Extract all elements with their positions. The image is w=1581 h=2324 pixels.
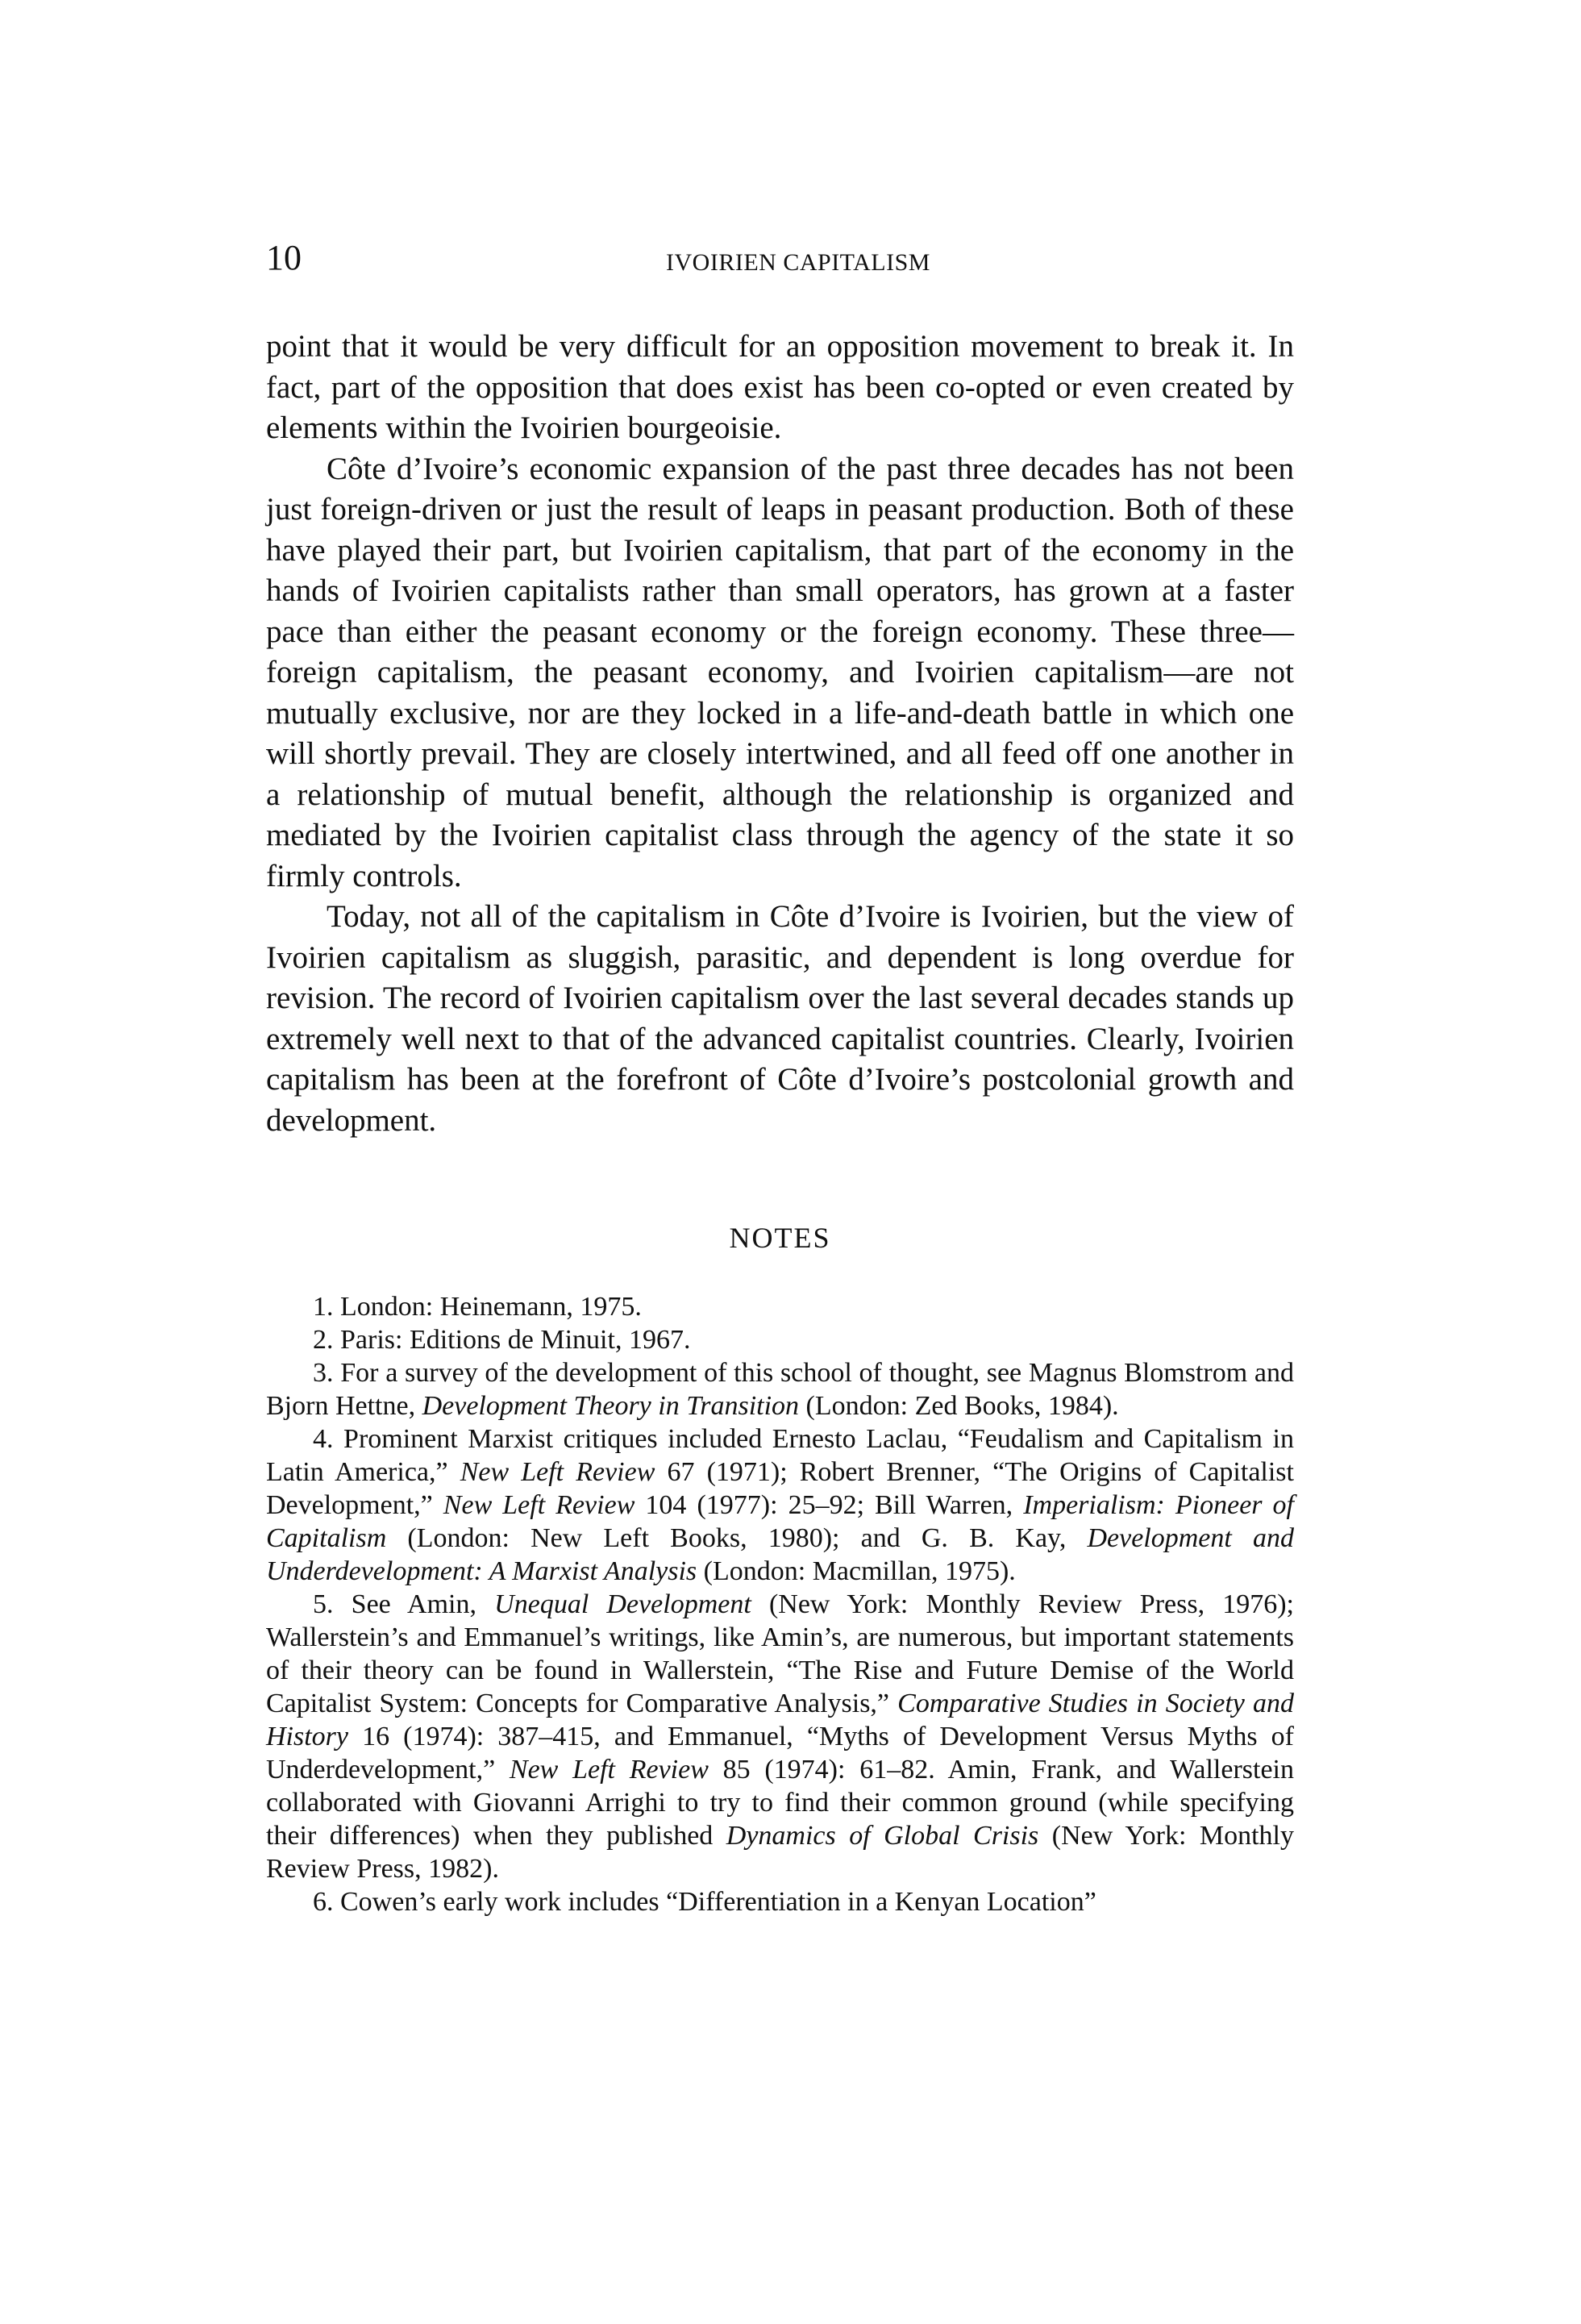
body-text	[266, 327, 1294, 1141]
note-number: 4.	[313, 1424, 344, 1454]
note-title-italic: Imperialism: Pioneer of Capitalism	[266, 1490, 1295, 1553]
running-title: IVOIRIEN CAPITALISM	[666, 249, 930, 276]
note-title-italic: Development and Underdevelopment: A Marxist Analysis	[266, 1523, 1294, 1586]
note-title-italic: Comparative Studies in Society and History	[266, 1689, 1294, 1751]
note-text: Cowen’s early work includes “Differentiation in a Kenyan Location”	[340, 1887, 1096, 1917]
note-number: 6.	[313, 1887, 340, 1917]
note-text: (London: Macmillan, 1975).	[697, 1556, 1016, 1586]
note-text: (New York: Monthly Review Press, 1982).	[266, 1821, 1295, 1884]
body-paragraph: point that it would be very difficult for an opposition movement to break it. In fact, part of the opposition that does exist has been co-opted or even created by elements within the Ivoirien bourgeoisie.	[266, 329, 1294, 445]
note-text: 67 (1971); Robert Brenner, “The Origins of Capitalist Development,”	[266, 1457, 1294, 1520]
notes-list	[266, 1290, 1294, 1918]
note-title-italic: New Left Review	[443, 1490, 635, 1520]
note-item	[266, 1323, 1294, 1356]
note-text: 104 (1977): 25–92; Bill Warren,	[634, 1490, 1024, 1520]
note-number: 1.	[313, 1292, 340, 1322]
note-title-italic: Dynamics of Global Crisis	[726, 1821, 1039, 1851]
note-text: See Amin,	[351, 1589, 495, 1619]
note-text: (London: Zed Books, 1984).	[799, 1391, 1119, 1421]
body-paragraph: Today, not all of the capitalism in Côte d’Ivoire is Ivoirien, but the view of Ivoirien capitalism as sluggish, parasitic, and dependent is long overdue for revision. The record of Ivoirien capitalism over the last several decades stands up extremely well next to that of the advanced capitalist countries. Clearly, Ivoirien capitalism has been at the forefront of Côte d’Ivoire’s postcolonial growth and development.	[266, 899, 1294, 1138]
note-item	[266, 1422, 1294, 1588]
note-title-italic: Unequal Development	[494, 1589, 751, 1619]
page-number: 10	[266, 238, 302, 277]
note-text: London: Heinemann, 1975.	[340, 1292, 642, 1322]
note-text: (London: New Left Books, 1980); and G. B. Kay,	[386, 1523, 1088, 1553]
note-title-italic: New Left Review	[509, 1755, 709, 1785]
notes-heading: NOTES	[729, 1222, 831, 1254]
body-paragraph: Côte d’Ivoire’s economic expansion of the past three decades has not been just foreign-driven or just the result of leaps in peasant production. Both of these have played their part, but Ivoirien capitalism, that part of the economy in the hands of Ivoirien capitalists rather than small operators, has grown at a faster pace than either the peasant economy or the foreign economy. These three—foreign capitalism, the peasant economy, and Ivoirien capitalism—are not mutually exclusive, nor are they locked in a life-and-death battle in which one will shortly prevail. They are closely intertwined, and all feed off one another in a relationship of mutual benefit, although the relationship is organized and mediated by the Ivoirien capitalist class through the agency of the state it so firmly controls.	[266, 451, 1294, 893]
note-text: For a survey of the development of this school of thought, see Magnus Blomstrom and Bjorn Hettne,	[266, 1358, 1295, 1421]
note-number: 3.	[313, 1358, 341, 1388]
note-text: Paris: Editions de Minuit, 1967.	[340, 1325, 691, 1355]
note-text: 16 (1974): 387–415, and Emmanuel, “Myths of Development Versus Myths of Underdevelopment,”	[266, 1722, 1294, 1785]
running-head	[266, 234, 1330, 282]
note-item	[266, 1885, 1294, 1918]
note-text: Prominent Marxist critiques included Ernesto Laclau, “Feudalism and Capitalism in Latin America,”	[266, 1424, 1294, 1487]
note-number: 5.	[313, 1589, 352, 1619]
note-item	[266, 1356, 1294, 1422]
note-title-italic: Development Theory in Transition	[422, 1391, 800, 1421]
note-text: 85 (1974): 61–82. Amin, Frank, and Wallerstein collaborated with Giovanni Arrighi to try to find their common ground (while specifying their differences) when they published	[266, 1755, 1294, 1851]
note-text: (New York: Monthly Review Press, 1976); Wallerstein’s and Emmanuel’s writings, like Amin’s, are numerous, but important statements of their theory can be found in Wallerstein, “The Rise and Future Demise of the World Capitalist System: Concepts for Comparative Analysis,”	[266, 1589, 1294, 1718]
note-item	[266, 1290, 1294, 1323]
note-number: 2.	[313, 1325, 340, 1355]
note-item	[266, 1588, 1294, 1885]
note-title-italic: New Left Review	[460, 1457, 655, 1487]
